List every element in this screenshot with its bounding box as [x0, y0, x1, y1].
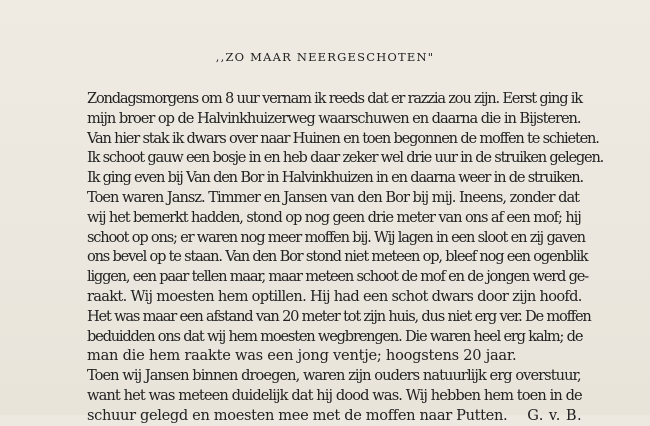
text-line: mijn broer op de Halvinkhuizerweg waarschuwen en daarna die in Bijsteren. — [87, 109, 581, 127]
text-line: ons bevel op te staan. Van den Bor stond niet meteen op, bleef nog een ogenblik — [87, 248, 588, 266]
text-line: Van hier stak ik dwars over naar Huinen en toen begonnen de moffen te schieten. — [87, 129, 599, 147]
text-line: Ik ging even bij Van den Bor in Halvinkhuizen in en daarna weer in de struiken. — [87, 169, 583, 187]
text-line: schoot op ons; er waren nog meer moffen bij. Wij lagen in een sloot en zij gaven — [87, 228, 585, 246]
text-line: wij het bemerkt hadden, stond op nog geen drie meter van ons af een mof; hij — [87, 208, 581, 226]
text-line: Het was maar een afstand van 20 meter tot zijn huis, dus niet erg ver. De moffen — [87, 307, 591, 325]
text-line: Zondagsmorgens om 8 uur vernam ik reeds dat er razzia zou zijn. Eerst ging ik — [87, 90, 582, 107]
text-line: liggen, een paar tellen maar, maar meteen schoot de mof en de jongen werd ge- — [87, 268, 588, 286]
page-title: ,,ZO MAAR NEERGESCHOTEN" — [215, 50, 435, 64]
text-line: raakt. Wij moesten hem optillen. Hij had een schot dwars door zijn hoofd. — [87, 287, 582, 305]
body-text — [87, 89, 604, 426]
signature: G. v. B. — [527, 406, 582, 424]
text-line: Toen waren Jansz. Timmer en Jansen van den Bor bij mij. Ineens, zonder dat — [87, 188, 580, 206]
text-line: beduidden ons dat wij hem moesten wegbrengen. Die waren heel erg kalm; de — [87, 327, 583, 345]
text-line: schuur gelegd en moesten mee met de moffen naar Putten. G. v. B. — [87, 406, 582, 424]
text-line: Ik schoot gauw een bosje in en heb daar zeker wel drie uur in de struiken gelegen. — [87, 149, 604, 167]
text-line: want het was meteen duidelijk dat hij dood was. Wij hebben hem toen in de — [87, 386, 582, 404]
text-line: Toen wij Jansen binnen droegen, waren zijn ouders natuurlijk erg overstuur, — [87, 367, 581, 385]
text-line: man die hem raakte was een jong ventje; hoogstens 20 jaar. — [87, 347, 517, 365]
